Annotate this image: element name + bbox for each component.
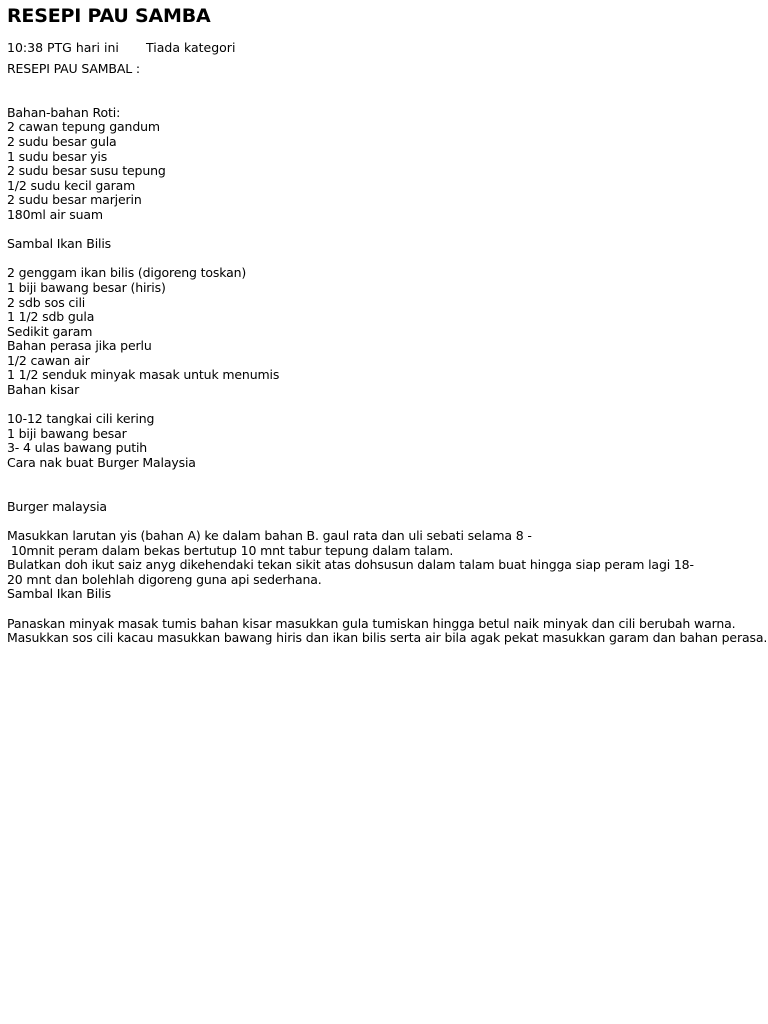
note-body-line: [7, 223, 768, 238]
note-body-line: 1/2 sudu kecil garam: [7, 177, 136, 193]
note-body-line: [7, 252, 768, 267]
note-body-line: Burger malaysia: [7, 498, 107, 514]
note-body-line: Bahan-bahan Roti:: [7, 104, 121, 120]
note-body-line: 2 cawan tepung gandum: [7, 119, 160, 135]
note-body-line: [7, 514, 768, 529]
note-body-line: Sambal Ikan Bilis: [7, 236, 112, 252]
note-body-line: Bahan kisar: [7, 382, 80, 398]
note-body-line: [7, 471, 768, 486]
note-body-line: 1 biji bawang besar (hiris): [7, 279, 166, 295]
note-body-line: Sambal Ikan Bilis: [7, 586, 112, 602]
note-body-line: 180ml air suam: [7, 206, 103, 222]
note-body: [7, 62, 768, 646]
note-body-line: Masukkan sos cili kacau masukkan bawang hiris dan ikan bilis serta air bila agak pekat masukkan garam dan bahan perasa.: [7, 630, 768, 646]
note-body-line: 2 sdb sos cili: [7, 294, 86, 310]
note-body-line: 2 sudu besar susu tepung: [7, 163, 166, 179]
note-body-line: 2 sudu besar marjerin: [7, 192, 142, 208]
note-body-line: [7, 398, 768, 413]
note-page: [7, 4, 768, 646]
note-body-line: Bulatkan doh ikut saiz anyg dikehendaki tekan sikit atas dohsusun dalam talam buat hingga siap peram lagi 18-: [7, 557, 694, 573]
note-body-line: [7, 485, 768, 500]
note-body-line: 3- 4 ulas bawang putih: [7, 440, 148, 456]
note-body-line: 1 1/2 senduk minyak masak untuk menumis: [7, 367, 280, 383]
note-body-line: Cara nak buat Burger Malaysia: [7, 455, 196, 471]
note-body-line: 1 biji bawang besar: [7, 425, 127, 441]
note-body-line: RESEPI PAU SAMBAL :: [7, 61, 140, 76]
note-body-line: [7, 91, 768, 106]
note-body-line: [7, 602, 768, 617]
note-body-line: 20 mnt dan bolehlah digoreng guna api sederhana.: [7, 571, 322, 587]
note-body-line: 2 genggam ikan bilis (digoreng toskan): [7, 265, 247, 281]
note-body-line: Bahan perasa jika perlu: [7, 338, 152, 354]
note-body-line: Masukkan larutan yis (bahan A) ke dalam bahan B. gaul rata dan uli sebati selama 8 -: [7, 528, 532, 543]
note-body-line: 10mnit peram dalam bekas bertutup 10 mnt tabur tepung dalam talam.: [7, 542, 454, 558]
note-body-line: Panaskan minyak masak tumis bahan kisar masukkan gula tumiskan hingga betul naik minyak dan cili berubah warna.: [7, 615, 736, 631]
note-title: RESEPI PAU SAMBA: [7, 5, 211, 27]
note-body-line: 1/2 cawan air: [7, 352, 90, 368]
note-body-line: 2 sudu besar gula: [7, 133, 117, 149]
note-timestamp: 10:38 PTG hari ini: [7, 40, 119, 55]
note-body-line: 1 sudu besar yis: [7, 148, 108, 164]
note-body-line: 1 1/2 sdb gula: [7, 309, 95, 325]
note-body-line: [7, 77, 768, 92]
note-body-line: Sedikit garam: [7, 323, 93, 339]
note-category: Tiada kategori: [146, 40, 236, 55]
note-meta: [7, 40, 768, 56]
note-body-line: 10-12 tangkai cili kering: [7, 411, 155, 427]
